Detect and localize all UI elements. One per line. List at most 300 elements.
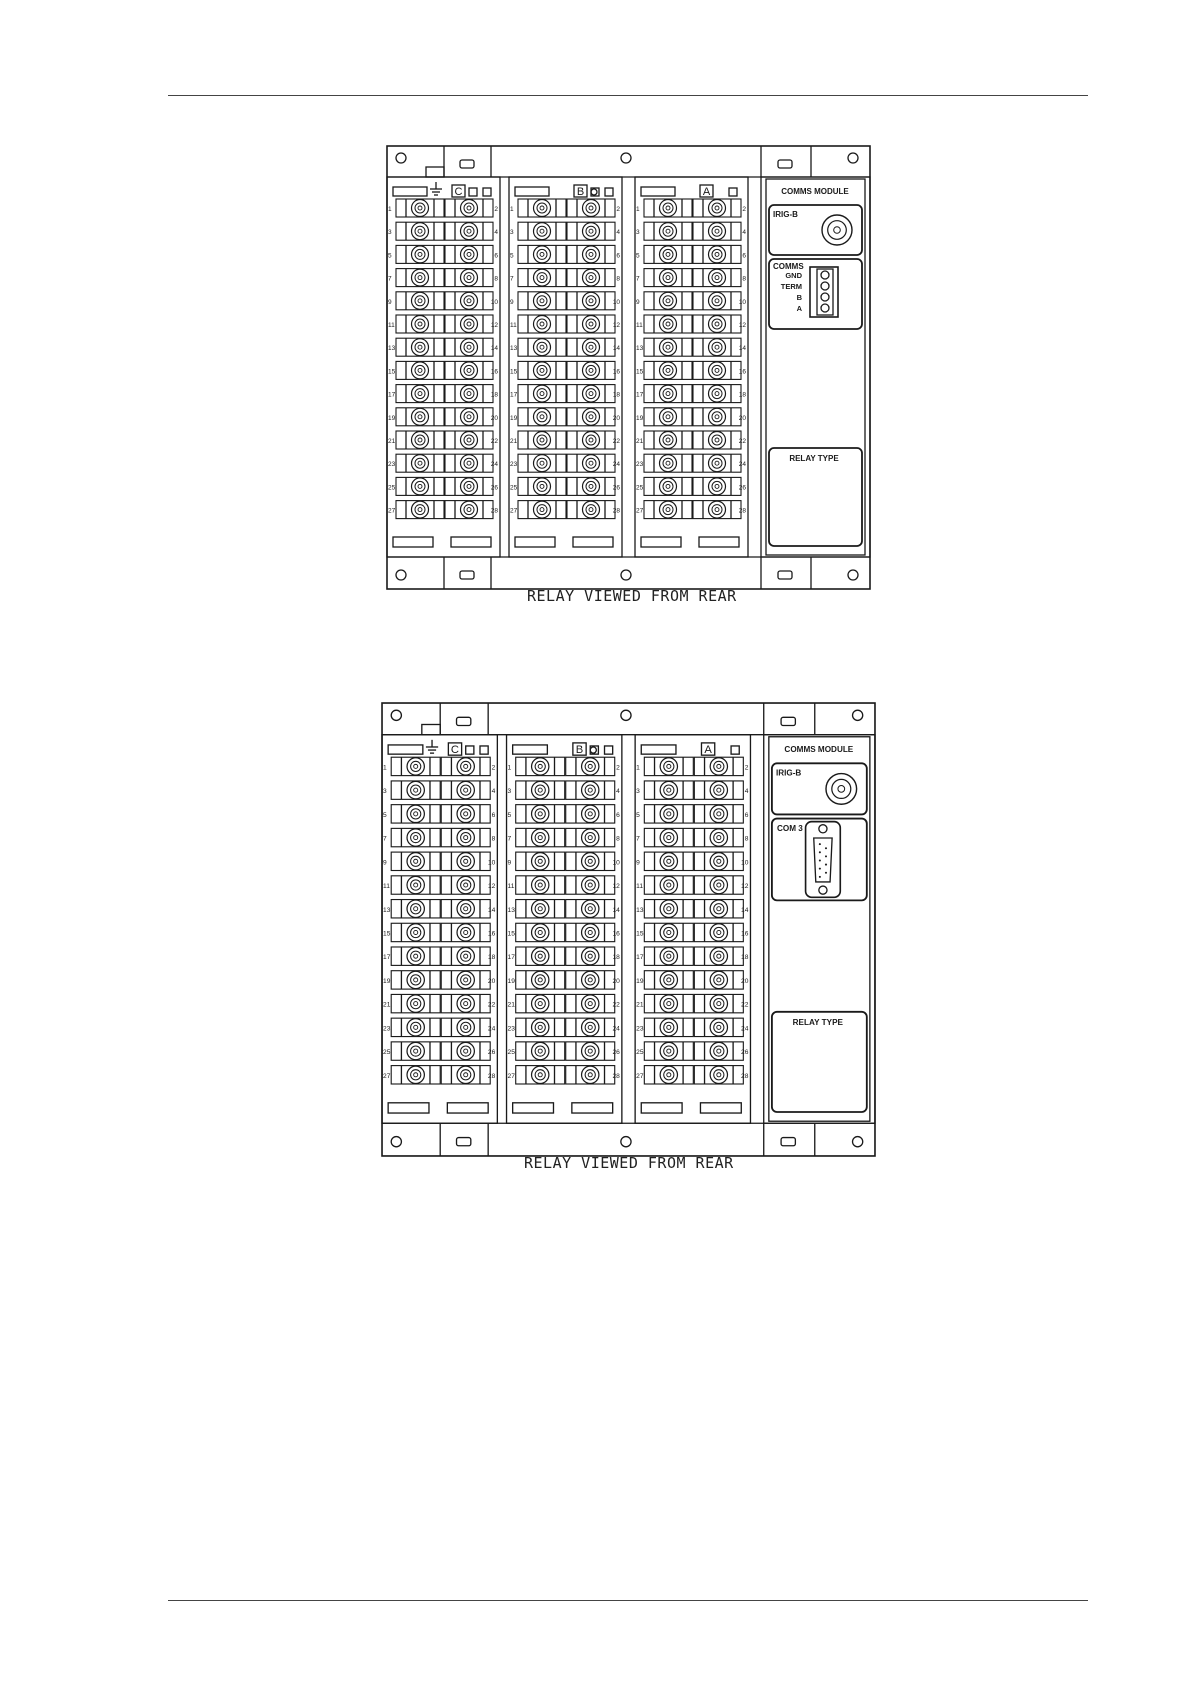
terminal-screw — [407, 947, 424, 964]
terminal-number: 27 — [636, 507, 644, 515]
slot-letter: C — [454, 186, 463, 198]
terminal-number: 16 — [612, 368, 620, 376]
terminal-row — [383, 1066, 496, 1084]
terminal-screw — [532, 1066, 549, 1083]
terminal-number: 16 — [738, 368, 746, 376]
small-square — [729, 188, 737, 196]
label-strip — [573, 537, 613, 547]
terminal-number: 19 — [507, 977, 515, 985]
label-strip — [641, 537, 681, 547]
terminal-screw — [412, 432, 429, 449]
terminal-number: 8 — [616, 835, 620, 843]
terminal-number: 22 — [487, 1001, 496, 1009]
terminal-number: 3 — [507, 788, 512, 796]
terminal-screw — [407, 853, 424, 870]
terminal-number: 27 — [383, 1072, 391, 1080]
terminal-number: 11 — [636, 883, 644, 891]
terminal-row — [636, 900, 749, 918]
terminal-screw — [582, 995, 599, 1012]
terminal-screw — [412, 339, 429, 356]
relay-rear-view-drawing-2 — [381, 702, 876, 1157]
label-strip — [515, 187, 549, 196]
terminal-screw — [412, 501, 429, 518]
label-strip — [393, 537, 433, 547]
terminal-screw — [709, 362, 726, 379]
terminal-number: 12 — [612, 883, 620, 891]
terminal-row — [636, 852, 749, 870]
terminal-number: 28 — [612, 507, 620, 515]
terminal-screw — [710, 876, 727, 893]
terminal-screw — [709, 316, 726, 333]
terminal-screw — [660, 246, 677, 263]
terminal-number: 24 — [612, 1025, 620, 1033]
indicator-hole — [591, 189, 597, 195]
terminal-screw — [660, 1042, 677, 1059]
terminal-screw — [412, 200, 429, 217]
terminal-screw — [461, 362, 478, 379]
mounting-slot — [781, 717, 795, 725]
label-strip — [641, 187, 675, 196]
terminal-screw — [534, 292, 551, 309]
terminal-screw — [582, 1042, 599, 1059]
terminal-row — [508, 1066, 621, 1084]
terminal-screw — [583, 339, 600, 356]
terminal-row — [636, 385, 746, 403]
terminal-number: 22 — [738, 438, 746, 445]
terminal-screw — [583, 432, 600, 449]
terminal-row — [383, 805, 496, 823]
mounting-hole — [621, 570, 631, 580]
terminal-number: 23 — [510, 461, 518, 469]
terminal-number: 1 — [383, 764, 387, 772]
terminal-row — [510, 361, 620, 379]
terminal-number: 14 — [490, 345, 498, 353]
small-square — [731, 746, 739, 754]
terminal-number: 28 — [490, 507, 498, 515]
footer-rule — [168, 1600, 1088, 1601]
mounting-slot — [460, 571, 474, 579]
terminal-number: 9 — [388, 298, 392, 306]
terminal-screw — [407, 900, 424, 917]
terminal-screw — [709, 455, 726, 472]
figure-2-caption: RELAY VIEWED FROM REAR — [524, 1154, 734, 1172]
relay-rear-view-figure-2 — [381, 702, 876, 1157]
terminal-number: 22 — [612, 438, 620, 445]
terminal-number: 5 — [507, 811, 512, 819]
terminal-row — [636, 971, 749, 989]
terminal-number: 4 — [494, 229, 498, 237]
slot-letter: A — [704, 744, 712, 757]
terminal-row — [636, 757, 749, 775]
terminal-number: 18 — [612, 391, 620, 399]
terminal-number: 25 — [388, 484, 396, 492]
terminal-screw — [532, 900, 549, 917]
label-strip — [572, 1103, 613, 1113]
terminal-number: 5 — [636, 252, 640, 260]
terminal-screw — [407, 781, 424, 798]
small-square — [605, 188, 613, 196]
terminal-row — [388, 454, 498, 472]
comms-module-title: COMMS MODULE — [781, 187, 849, 196]
terminal-number: 11 — [388, 322, 395, 329]
terminal-screw — [412, 385, 429, 402]
terminal-number: 5 — [388, 252, 392, 260]
terminal-row — [636, 222, 746, 240]
terminal-number: 11 — [636, 322, 643, 329]
terminal-screw — [710, 805, 727, 822]
small-square — [483, 188, 491, 196]
terminal-number: 15 — [636, 930, 644, 938]
terminal-number: 13 — [636, 906, 644, 914]
terminal-screw — [582, 758, 599, 775]
terminal-number: 1 — [636, 206, 640, 213]
irig-b-label: IRIG-B — [773, 210, 798, 219]
terminal-label: TERM — [780, 282, 802, 291]
terminal-row — [636, 923, 749, 941]
comms-port-label: COMMS — [773, 262, 804, 271]
terminal-row — [508, 971, 621, 989]
relay-type-label: RELAY TYPE — [792, 1018, 843, 1028]
terminal-number: 6 — [494, 252, 498, 260]
terminal-number: 1 — [388, 206, 392, 213]
terminal-screw — [583, 362, 600, 379]
terminal-number: 2 — [742, 206, 746, 213]
terminal-number: 26 — [487, 1049, 496, 1057]
terminal-row — [383, 757, 496, 775]
terminal-screw — [412, 408, 429, 425]
terminal-row — [636, 408, 746, 426]
terminal-row — [636, 828, 749, 846]
terminal-number: 14 — [738, 345, 746, 353]
terminal-number: 12 — [490, 322, 498, 329]
terminal-screw — [461, 455, 478, 472]
terminal-row — [388, 501, 498, 519]
mounting-hole — [621, 710, 631, 720]
terminal-screw — [457, 805, 474, 822]
terminal-slot-b — [507, 735, 622, 1124]
terminal-number: 21 — [388, 438, 396, 445]
terminal-number: 1 — [510, 206, 514, 213]
terminal-number: 6 — [616, 252, 620, 260]
terminal-number: 27 — [507, 1072, 515, 1080]
terminal-slot-b — [509, 177, 622, 557]
label-strip — [513, 1103, 554, 1113]
terminal-number: 12 — [487, 883, 496, 891]
terminal-number: 15 — [507, 930, 515, 938]
comms-module-title: COMMS MODULE — [784, 745, 854, 755]
header-rule — [168, 95, 1088, 96]
terminal-number: 11 — [383, 883, 390, 891]
terminal-row — [383, 994, 496, 1012]
terminal-screw — [660, 947, 677, 964]
terminal-row — [388, 222, 498, 240]
terminal-number: 21 — [507, 1001, 515, 1009]
mounting-slot — [781, 1138, 795, 1146]
terminal-screw — [660, 758, 677, 775]
terminal-number: 17 — [388, 391, 396, 399]
terminal-number: 22 — [490, 438, 498, 445]
small-square — [605, 746, 613, 754]
relay-type-label: RELAY TYPE — [789, 454, 839, 463]
terminal-row — [636, 361, 746, 379]
terminal-number: 2 — [616, 206, 620, 213]
terminal-row — [508, 805, 621, 823]
terminal-screw — [583, 269, 600, 286]
earth-ground-icon — [430, 182, 442, 195]
terminal-number: 16 — [741, 930, 749, 938]
terminal-row — [510, 408, 620, 426]
terminal-row — [636, 454, 746, 472]
terminal-screw — [461, 339, 478, 356]
terminal-number: 28 — [741, 1072, 749, 1080]
indicator-hole — [590, 747, 596, 753]
top-mounting-bar — [387, 146, 870, 177]
terminal-screw — [534, 455, 551, 472]
terminal-screw — [457, 971, 474, 988]
mounting-hole — [621, 153, 631, 163]
terminal-number: 9 — [636, 298, 640, 306]
terminal-screw — [457, 1019, 474, 1036]
relay-rear-view-drawing-1 — [386, 145, 871, 590]
terminal-screw — [412, 478, 429, 495]
terminal-screw — [660, 269, 677, 286]
terminal-number: 12 — [741, 883, 749, 891]
comms-module — [764, 735, 875, 1124]
terminal-screw — [582, 1066, 599, 1083]
terminal-slot-a — [635, 735, 750, 1124]
terminal-screw — [709, 385, 726, 402]
terminal-number: 17 — [383, 954, 391, 962]
terminal-screw — [710, 1042, 727, 1059]
terminal-screw — [461, 292, 478, 309]
terminal-row — [383, 781, 496, 799]
mounting-hole — [848, 570, 858, 580]
terminal-row — [510, 199, 620, 217]
terminal-screw — [457, 829, 474, 846]
terminal-screw — [461, 478, 478, 495]
terminal-number: 3 — [383, 788, 387, 796]
terminal-number: 20 — [738, 414, 746, 422]
top-mounting-bar — [382, 703, 875, 735]
terminal-screw — [534, 501, 551, 518]
terminal-number: 6 — [744, 811, 749, 819]
terminal-screw — [710, 829, 727, 846]
com3-port-label: COM 3 — [777, 823, 803, 833]
terminal-number: 12 — [612, 322, 620, 329]
terminal-row — [510, 292, 620, 310]
terminal-row — [508, 781, 621, 799]
terminal-number: 18 — [741, 954, 749, 962]
terminal-number: 27 — [388, 507, 396, 515]
comms-module — [761, 177, 870, 557]
terminal-number: 16 — [490, 368, 498, 376]
terminal-number: 27 — [510, 507, 518, 515]
terminal-screw — [534, 478, 551, 495]
terminal-block-icon — [810, 267, 838, 317]
terminal-screw — [660, 385, 677, 402]
terminal-screw — [660, 853, 677, 870]
terminal-screw — [407, 995, 424, 1012]
terminal-row — [636, 1042, 749, 1060]
terminal-screw — [461, 385, 478, 402]
slot-letter: B — [575, 744, 584, 757]
terminal-screw — [710, 924, 727, 941]
terminal-screw — [407, 758, 424, 775]
terminal-number: 17 — [510, 391, 518, 399]
terminal-number: 19 — [636, 977, 644, 985]
terminal-number: 17 — [636, 954, 644, 962]
terminal-number: 18 — [612, 954, 620, 962]
terminal-number: 21 — [510, 438, 518, 445]
terminal-screw — [582, 781, 599, 798]
terminal-screw — [532, 1019, 549, 1036]
terminal-screw — [709, 501, 726, 518]
terminal-number: 19 — [510, 414, 518, 422]
mounting-hole — [848, 153, 858, 163]
terminal-number: 17 — [636, 391, 644, 399]
label-strip — [393, 187, 427, 196]
terminal-number: 20 — [612, 414, 620, 422]
terminal-screw — [710, 1066, 727, 1083]
terminal-screw — [532, 1042, 549, 1059]
terminal-screw — [710, 1019, 727, 1036]
terminal-screw — [534, 223, 551, 240]
terminal-number: 28 — [487, 1072, 496, 1080]
terminal-screw — [583, 292, 600, 309]
terminal-number: 15 — [636, 368, 644, 376]
terminal-number: 10 — [612, 859, 620, 867]
terminal-number: 24 — [738, 461, 746, 469]
terminal-screw — [660, 781, 677, 798]
terminal-screw — [583, 455, 600, 472]
terminal-screw — [457, 900, 474, 917]
terminal-number: 10 — [487, 859, 496, 867]
terminal-screw — [660, 501, 677, 518]
terminal-row — [388, 431, 498, 449]
terminal-row — [636, 805, 749, 823]
terminal-screw — [461, 223, 478, 240]
terminal-number: 14 — [612, 345, 620, 353]
terminal-screw — [534, 316, 551, 333]
terminal-screw — [709, 269, 726, 286]
terminal-screw — [461, 316, 478, 333]
terminal-screw — [412, 269, 429, 286]
terminal-screw — [660, 1019, 677, 1036]
terminal-screw — [407, 1042, 424, 1059]
terminal-row — [636, 315, 746, 333]
terminal-screw — [660, 971, 677, 988]
terminal-number: 1 — [507, 764, 512, 772]
bottom-mounting-bar — [387, 557, 870, 589]
terminal-number: 20 — [741, 977, 749, 985]
mounting-slot — [457, 717, 471, 725]
terminal-screw — [407, 971, 424, 988]
terminal-number: 8 — [616, 275, 620, 283]
terminal-screw — [457, 947, 474, 964]
mounting-hole — [853, 1137, 863, 1147]
terminal-number: 22 — [612, 1001, 620, 1009]
label-strip — [641, 745, 676, 754]
terminal-screw — [660, 408, 677, 425]
terminal-screw — [412, 455, 429, 472]
terminal-number: 14 — [487, 906, 496, 914]
terminal-row — [383, 852, 496, 870]
mounting-slot — [778, 571, 792, 579]
terminal-number: 18 — [490, 391, 498, 399]
terminal-number: 25 — [507, 1049, 515, 1057]
label-strip — [388, 1103, 429, 1113]
terminal-number: 7 — [510, 275, 514, 283]
terminal-row — [636, 292, 746, 310]
terminal-number: 8 — [744, 835, 749, 843]
terminal-number: 5 — [383, 811, 387, 819]
terminal-screw — [660, 432, 677, 449]
figure-1-caption: RELAY VIEWED FROM REAR — [527, 587, 737, 605]
terminal-screw — [583, 478, 600, 495]
label-strip — [447, 1103, 488, 1113]
terminal-row — [383, 828, 496, 846]
terminal-screw — [407, 876, 424, 893]
terminal-screw — [407, 829, 424, 846]
terminal-screw — [660, 339, 677, 356]
terminal-number: 18 — [487, 954, 496, 962]
terminal-row — [388, 245, 498, 263]
terminal-screw — [461, 432, 478, 449]
terminal-row — [388, 361, 498, 379]
terminal-screw — [412, 362, 429, 379]
terminal-number: 15 — [510, 368, 518, 376]
terminal-screw — [412, 292, 429, 309]
terminal-number: 10 — [490, 298, 498, 306]
terminal-screw — [709, 292, 726, 309]
terminal-number: 23 — [383, 1025, 391, 1033]
terminal-row — [388, 199, 498, 217]
terminal-number: 8 — [491, 835, 496, 843]
terminal-screw — [457, 781, 474, 798]
terminal-screw — [710, 900, 727, 917]
terminal-number: 1 — [636, 764, 640, 772]
terminal-label: B — [796, 293, 802, 302]
terminal-screw — [534, 200, 551, 217]
terminal-screw — [583, 223, 600, 240]
terminal-screw — [709, 432, 726, 449]
terminal-number: 9 — [636, 859, 640, 867]
terminal-number: 4 — [616, 229, 620, 237]
terminal-number: 18 — [738, 391, 746, 399]
terminal-row — [510, 501, 620, 519]
terminal-row — [508, 923, 621, 941]
terminal-screw — [412, 246, 429, 263]
terminal-row — [510, 477, 620, 495]
terminal-number: 13 — [388, 345, 396, 353]
terminal-number: 4 — [742, 229, 746, 237]
terminal-screw — [534, 269, 551, 286]
terminal-row — [510, 431, 620, 449]
slot-letter: A — [702, 186, 711, 198]
terminal-screw — [532, 853, 549, 870]
terminal-number: 10 — [738, 298, 746, 306]
terminal-screw — [407, 924, 424, 941]
terminal-number: 24 — [741, 1025, 749, 1033]
terminal-number: 21 — [636, 1001, 644, 1009]
terminal-screw — [534, 246, 551, 263]
terminal-row — [383, 971, 496, 989]
terminal-number: 9 — [507, 859, 512, 867]
terminal-screw — [532, 805, 549, 822]
mounting-slot — [778, 160, 792, 168]
terminal-number: 13 — [510, 345, 518, 353]
terminal-row — [510, 338, 620, 356]
